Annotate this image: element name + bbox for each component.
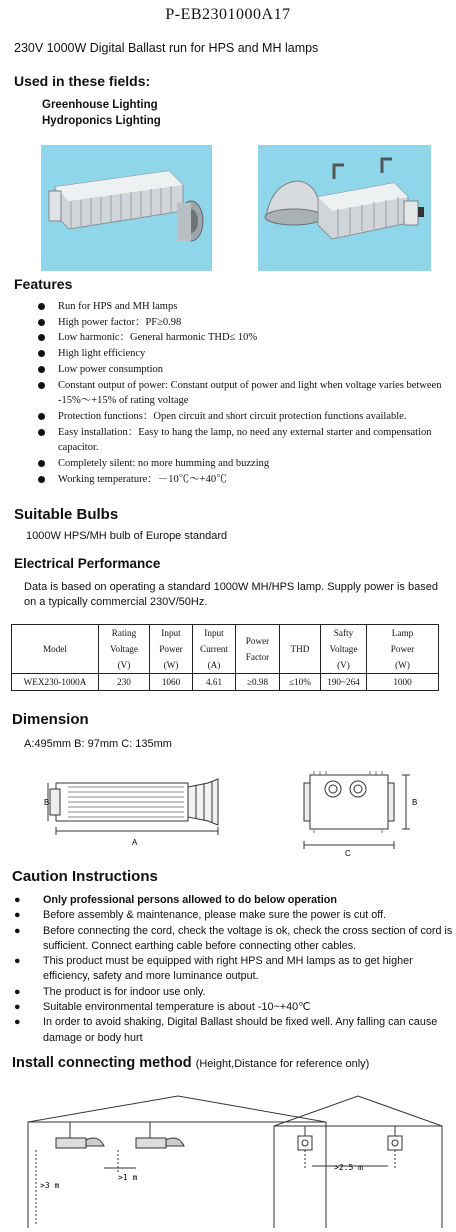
table-cell: ≤10% — [280, 674, 321, 691]
electrical-spec-table — [11, 624, 439, 691]
caution-item: ● The product is for indoor use only. — [14, 985, 456, 1000]
feature-item: Constant output of power: Constant output of power and light when voltage varies between -15%～+15% of rating voltage — [36, 378, 456, 409]
dimension-values: A:495mm B: 97mm C: 135mm — [24, 738, 172, 750]
header-cell: Power Factor — [236, 625, 280, 674]
caution-item: ● Before assembly & maintenance, please make sure the power is cut off. — [14, 908, 456, 923]
bullet-icon: ● — [14, 1016, 21, 1029]
table-header-row — [12, 625, 439, 674]
caution-item: ● In order to avoid shaking, Digital Ballast should be fixed well. Any falling can cause damage or body hurt — [14, 1016, 438, 1044]
bullet-icon: ● — [14, 924, 21, 937]
feature-item: Protection functions：Open circuit and short circuit protection functions available. — [36, 409, 456, 425]
feature-item: High light efficiency — [36, 346, 456, 362]
greenhouse-outline-2 — [274, 1096, 442, 1228]
dim-label-a: A — [132, 838, 138, 847]
electrical-heading: Electrical Performance — [14, 556, 161, 571]
caution-item: ● Before connecting the cord, check the voltage is ok, check the cross section of cord is sufficient. Connect earthing cable before connecting other cables. — [14, 924, 453, 952]
field-item: Greenhouse Lighting — [42, 99, 158, 111]
ballast-photo-illustration — [41, 145, 212, 271]
feature-item: Low power consumption — [36, 362, 456, 378]
header-cell: Model — [12, 625, 99, 674]
ballast-photo — [41, 145, 212, 271]
feature-item: Completely silent: no more humming and buzzing — [36, 456, 456, 472]
table-cell: 4.61 — [193, 674, 236, 691]
table-cell: 190~264 — [321, 674, 367, 691]
field-item: Hydroponics Lighting — [42, 115, 161, 127]
features-list — [36, 299, 456, 487]
table-row — [12, 674, 439, 691]
header-cell: Input Current (A) — [193, 625, 236, 674]
bulbs-text: 1000W HPS/MH bulb of Europe standard — [26, 530, 228, 542]
feature-item: Working temperature：－10℃～+40℃ — [36, 472, 456, 488]
header-cell: Rating Voltage (V) — [99, 625, 150, 674]
document-subtitle: 230V 1000W Digital Ballast run for HPS and MH lamps — [14, 41, 319, 55]
distance-label-2: >2.5 m — [334, 1163, 363, 1172]
table-cell: 1060 — [150, 674, 193, 691]
header-cell: THD — [280, 625, 321, 674]
caution-item: ● This product must be equipped with right HPS and MH lamps as to get higher efficiency, safety and more luminance output. — [14, 955, 413, 983]
bullet-icon: ● — [14, 985, 21, 998]
header-cell: Safty Voltage (V) — [321, 625, 367, 674]
dim-label-b-end: B — [412, 798, 418, 807]
feature-item: Run for HPS and MH lamps — [36, 299, 456, 315]
dim-label-b: B — [44, 798, 50, 807]
caution-heading: Caution Instructions — [12, 868, 158, 885]
fields-list — [42, 97, 161, 129]
table-cell: WEX230-1000A — [12, 674, 99, 691]
ballast-with-reflector-illustration — [258, 145, 431, 271]
height-label: >3 m — [40, 1181, 60, 1190]
caution-item: ● Only professional persons allowed to do below operation — [14, 893, 456, 908]
dimension-heading: Dimension — [12, 711, 89, 728]
bullet-icon: ● — [14, 955, 21, 968]
electrical-text: Data is based on operating a standard 1000W MH/HPS lamp. Supply power is based on a typically commercial 230V/50Hz. — [24, 581, 438, 608]
install-note: (Height,Distance for reference only) — [195, 1058, 370, 1070]
header-cell: Lamp Power (W) — [367, 625, 439, 674]
fields-heading: Used in these fields: — [14, 73, 151, 89]
header-cell: Input Power (W) — [150, 625, 193, 674]
ballast-end-outline — [310, 775, 388, 829]
table-cell: 1000 — [367, 674, 439, 691]
feature-item: High power factor：PF≥0.98 — [36, 315, 456, 331]
greenhouse-outline-1 — [28, 1096, 326, 1228]
caution-list — [14, 893, 456, 1046]
install-heading: Install connecting method (Height,Distance for reference only) — [12, 1055, 370, 1071]
dim-label-c: C — [345, 849, 351, 857]
dimension-drawing — [40, 765, 420, 857]
feature-item: Low harmonic：General harmonic THD≤ 10% — [36, 330, 456, 346]
ballast-with-reflector-photo — [258, 145, 431, 271]
table-cell: 230 — [99, 674, 150, 691]
caution-item: ● Suitable environmental temperature is about -10~+40℃ — [14, 1000, 456, 1015]
bullet-icon: ● — [14, 909, 21, 922]
bulbs-heading: Suitable Bulbs — [14, 506, 119, 523]
bullet-icon: ● — [14, 894, 21, 906]
distance-label-1: >1 m — [118, 1173, 138, 1182]
table-cell: ≥0.98 — [236, 674, 280, 691]
feature-item: Easy installation：Easy to hang the lamp, no need any external starter and compensation capacitor. — [36, 425, 456, 456]
features-heading: Features — [14, 276, 73, 292]
install-diagram — [0, 1088, 456, 1232]
document-code: P-EB2301000A17 — [165, 6, 291, 23]
bullet-icon: ● — [14, 1001, 21, 1014]
